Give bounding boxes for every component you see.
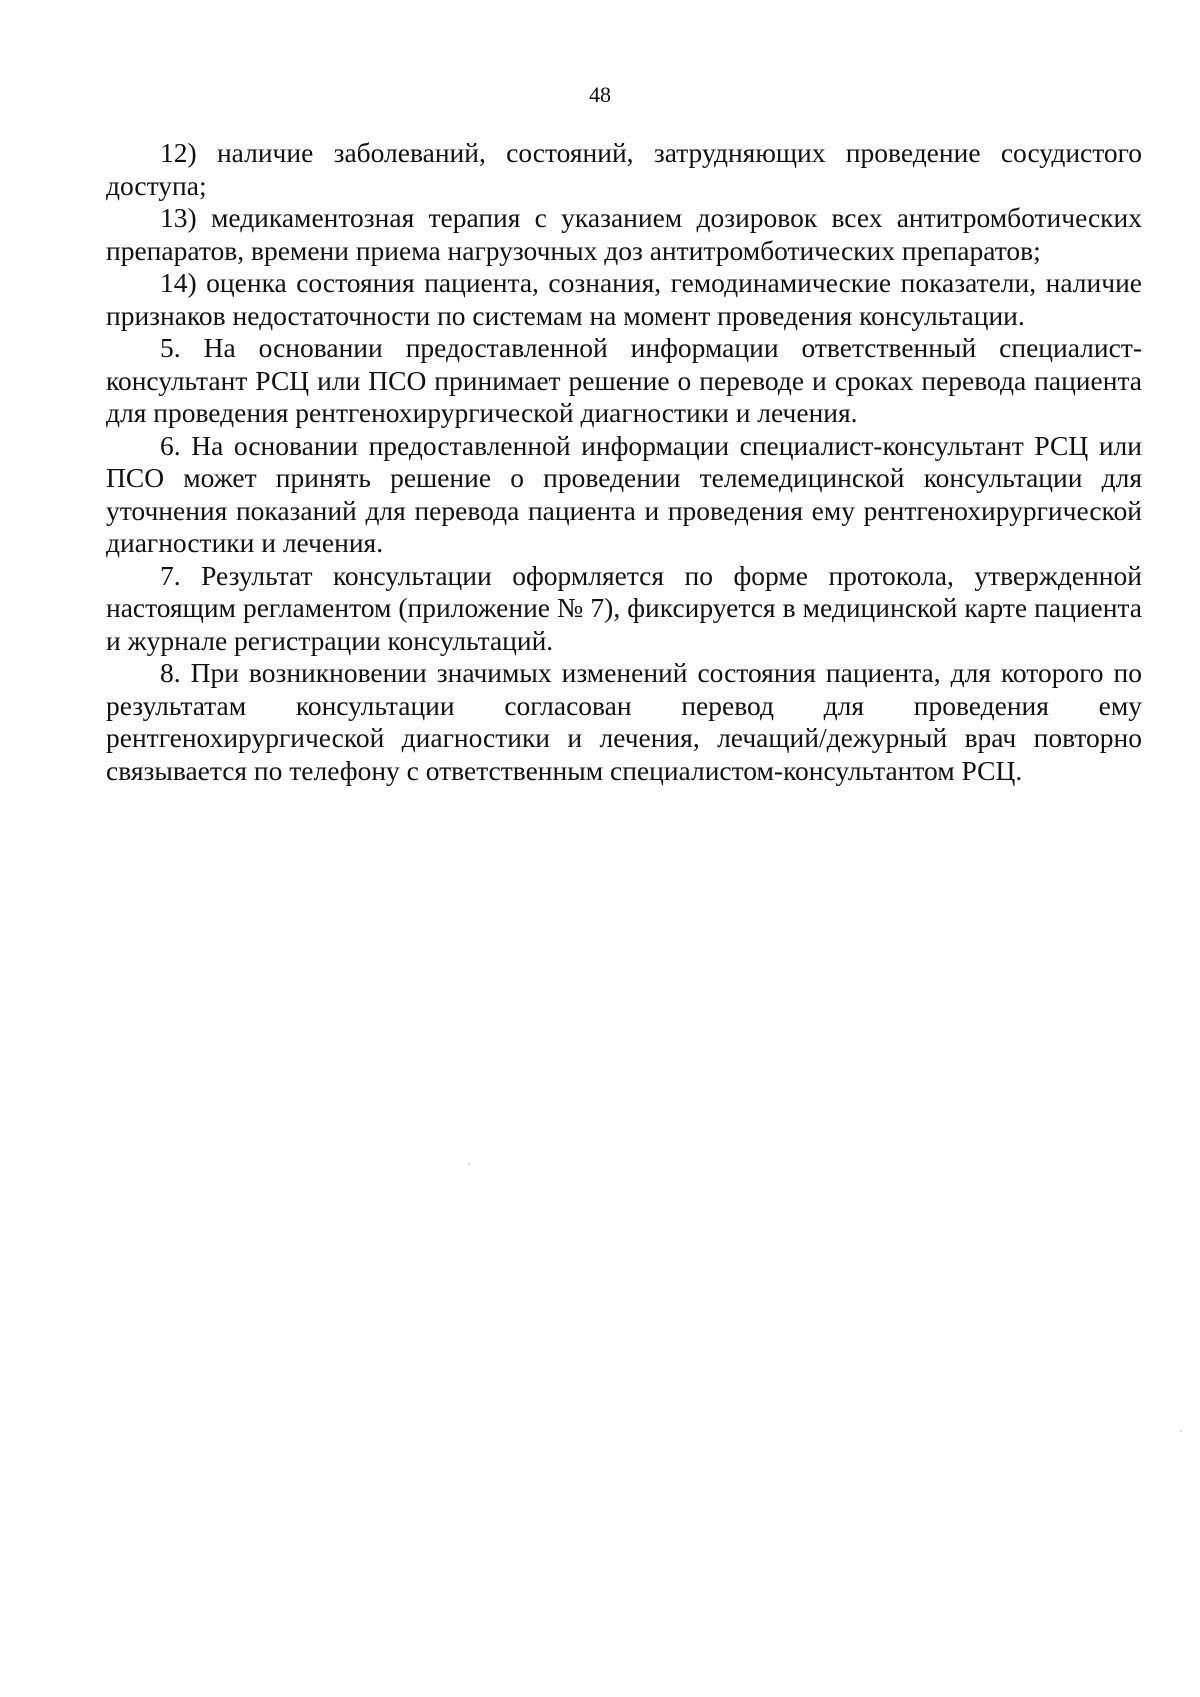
scan-speck	[1180, 1430, 1182, 1432]
paragraph-clause-8: 8. При возникновении значимых изменений состояния пациента, для которого по результатам консультации согласован перевод для проведения ему рентгенохирургической диагностики и лечения, лечащий/дежурный врач повторно связывается по телефону с ответственным специалистом-консультантом РСЦ.	[106, 657, 1142, 786]
page-number: 48	[589, 82, 611, 107]
paragraph-item-12: 12) наличие заболеваний, состояний, затрудняющих проведение сосудистого доступа;	[106, 137, 1142, 201]
document-body	[106, 137, 1142, 787]
paragraph-clause-5: 5. На основании предоставленной информации ответственный специалист-консультант РСЦ или ПСО принимает решение о переводе и сроках перевода пациента для проведения рентгенохирургической диагностики и лечения.	[106, 332, 1142, 428]
scan-speck	[468, 1163, 470, 1165]
paragraph-item-14: 14) оценка состояния пациента, сознания, гемодинамические показатели, наличие признаков недостаточности по системам на момент проведения консультации.	[106, 267, 1142, 331]
paragraph-item-13: 13) медикаментозная терапия с указанием дозировок всех антитромботических препаратов, времени приема нагрузочных доз антитромботических препаратов;	[106, 202, 1142, 266]
paragraph-clause-6: 6. На основании предоставленной информации специалист-консультант РСЦ или ПСО может принять решение о проведении телемедицинской консультации для уточнения показаний для перевода пациента и проведения ему рентгенохирургической диагностики и лечения.	[106, 429, 1142, 558]
paragraph-clause-7: 7. Результат консультации оформляется по форме протокола, утвержденной настоящим регламентом (приложение № 7), фиксируется в медицинской карте пациента и журнале регистрации консультаций.	[106, 559, 1142, 656]
